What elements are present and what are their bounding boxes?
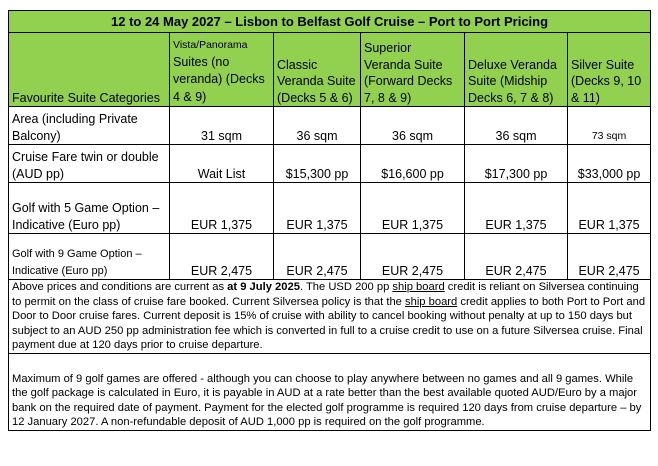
- table-title: 12 to 24 May 2027 – Lisbon to Belfast Golf Cruise – Port to Port Pricing: [9, 11, 651, 33]
- pricing-table: [8, 10, 651, 431]
- table-row: [9, 234, 651, 280]
- cell-value: EUR 2,475: [361, 234, 465, 280]
- note-text: credit is reliant on Silversea continuing to permit on the class of cruise fare booked. Current Silversea policy is that the: [12, 281, 639, 308]
- cell-value: EUR 1,375: [465, 183, 568, 234]
- header-vista-small: Vista/Panorama: [173, 39, 248, 51]
- cell-value: EUR 1,375: [274, 183, 361, 234]
- header-classic-veranda: Classic Veranda Suite (Decks 5 & 6): [274, 33, 361, 107]
- header-silver-suite: Silver Suite (Decks 9, 10 & 11): [568, 33, 651, 107]
- header-deluxe-veranda: Deluxe Veranda Suite (Midship Decks 6, 7 & 8): [465, 33, 568, 107]
- row-label-golf-5: Golf with 5 Game Option – Indicative (Euro pp): [9, 183, 170, 234]
- cell-value: 36 sqm: [274, 107, 361, 145]
- cell-value: EUR 1,375: [361, 183, 465, 234]
- row-label-cruise-fare: Cruise Fare twin or double (AUD pp): [9, 145, 170, 183]
- note-text: . The USD 200 pp: [299, 281, 393, 293]
- row-label-area: Area (including Private Balcony): [9, 107, 170, 145]
- notes-row: [9, 353, 651, 430]
- cell-value: $15,300 pp: [274, 145, 361, 183]
- table-row: [9, 183, 651, 234]
- note-text: Above prices and conditions are current as: [12, 281, 228, 293]
- cell-value: EUR 1,375: [170, 183, 274, 234]
- cell-value: EUR 1,375: [568, 183, 651, 234]
- golf-note: Maximum of 9 golf games are offered - although you can choose to play anywhere between no games and all 9 games. While the golf package is calculated in Euro, it is payable in AUD at a rate better than the best available quoted AUD/Euro by a major bank on the required date of payment. Payment for the elected golf programme is required 120 days from cruise departure – by 12 January 2027. A non-refundable deposit of AUD 1,000 pp is required on the golf programme.: [9, 353, 651, 430]
- cell-value: EUR 2,475: [274, 234, 361, 280]
- note-underlined: ship board: [392, 281, 445, 293]
- cell-value: 31 sqm: [170, 107, 274, 145]
- cell-value: 73 sqm: [568, 107, 651, 145]
- cell-value: $33,000 pp: [568, 145, 651, 183]
- conditions-note: [9, 280, 651, 354]
- header-category-label: Favourite Suite Categories: [9, 33, 170, 107]
- note-underlined: ship board: [405, 295, 458, 308]
- cell-value: $17,300 pp: [465, 145, 568, 183]
- header-vista-rest: Suites (no veranda) (Decks 4 & 9): [173, 54, 265, 104]
- row-label-golf-9: Golf with 9 Game Option – Indicative (Euro pp): [9, 234, 170, 280]
- header-row: [9, 33, 651, 107]
- table-row: [9, 145, 651, 183]
- header-vista-panorama: [170, 33, 274, 107]
- notes-row: [9, 280, 651, 354]
- cell-value: Wait List: [170, 145, 274, 183]
- cell-value: EUR 2,475: [465, 234, 568, 280]
- header-superior-veranda: Superior Veranda Suite (Forward Decks 7, 8 & 9): [361, 33, 465, 107]
- note-text: credit applies to both Port to Port and Door to Door cruise fares. Current deposit is 15% of cruise with ability to cancel booking without penalty at up to 150 days but subject to an AUD 250 pp administration fee which is converted in full to a cruise credit to use on a future Silversea cruise. Final payment due at 120 days prior to cruise departure.: [12, 295, 646, 352]
- pricing-document: [8, 10, 650, 431]
- cell-value: 36 sqm: [465, 107, 568, 145]
- cell-value: $16,600 pp: [361, 145, 465, 183]
- note-date: at 9 July 2025: [227, 281, 300, 293]
- cell-value: EUR 2,475: [170, 234, 274, 280]
- cell-value: 36 sqm: [361, 107, 465, 145]
- table-row: [9, 107, 651, 145]
- cell-value: EUR 2,475: [568, 234, 651, 280]
